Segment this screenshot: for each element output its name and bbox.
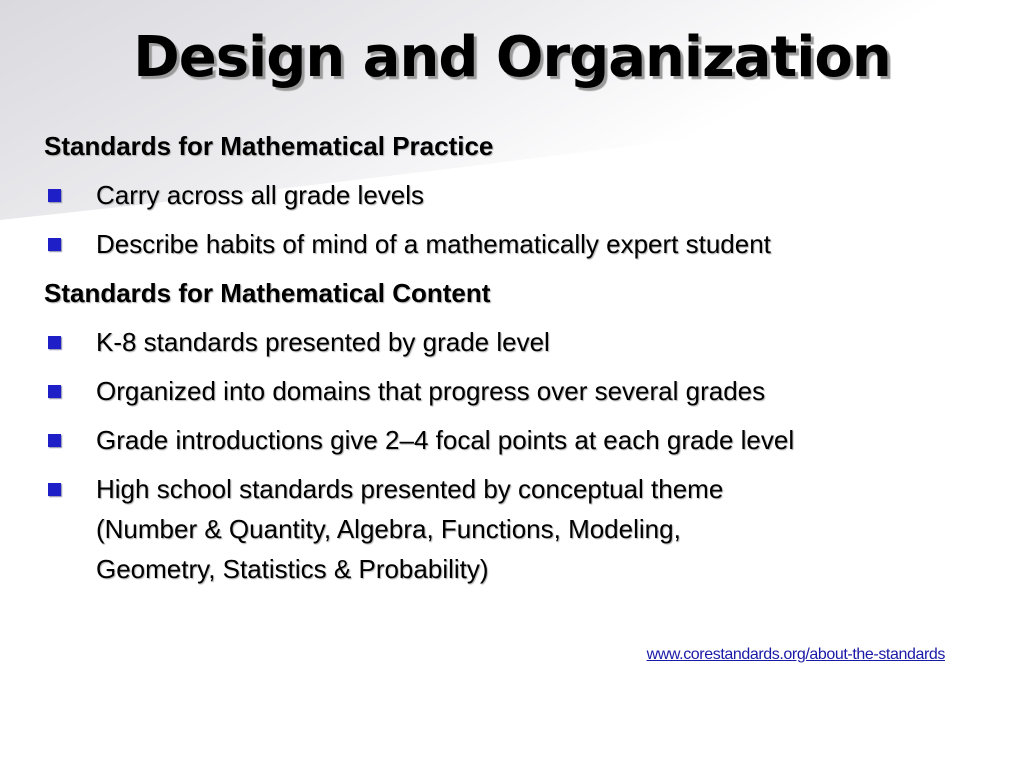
square-bullet-icon <box>48 483 61 496</box>
bullet-text: Organized into domains that progress over several grades <box>96 376 766 406</box>
square-bullet-icon <box>48 238 61 251</box>
bullet-item <box>44 369 984 413</box>
square-bullet-icon <box>48 434 61 447</box>
bullet-text: K-8 standards presented by grade level <box>96 327 550 357</box>
section-heading-content: Standards for Mathematical Content <box>44 278 491 308</box>
section-heading-practice: Standards for Mathematical Practice <box>44 131 494 161</box>
bullet-item <box>44 467 984 589</box>
slide-title: Design and Organization <box>133 25 891 90</box>
bullet-text: Carry across all grade levels <box>96 180 425 210</box>
square-bullet-icon <box>48 336 61 349</box>
bullet-item <box>44 173 984 217</box>
bullet-text: Grade introductions give 2–4 focal points at each grade level <box>96 425 795 455</box>
bullet-text: Describe habits of mind of a mathematically expert student <box>96 229 771 259</box>
source-link[interactable]: www.corestandards.org/about-the-standards <box>646 646 945 663</box>
square-bullet-icon <box>48 189 61 202</box>
bullet-text: High school standards presented by conceptual theme (Number & Quantity, Algebra, Functions, Modeling, Geometry, Statistics & Probability) <box>96 474 724 584</box>
square-bullet-icon <box>48 385 61 398</box>
bullet-item <box>44 222 984 266</box>
bullet-item <box>44 320 984 364</box>
bullet-item <box>44 418 984 462</box>
slide-content <box>44 124 984 594</box>
